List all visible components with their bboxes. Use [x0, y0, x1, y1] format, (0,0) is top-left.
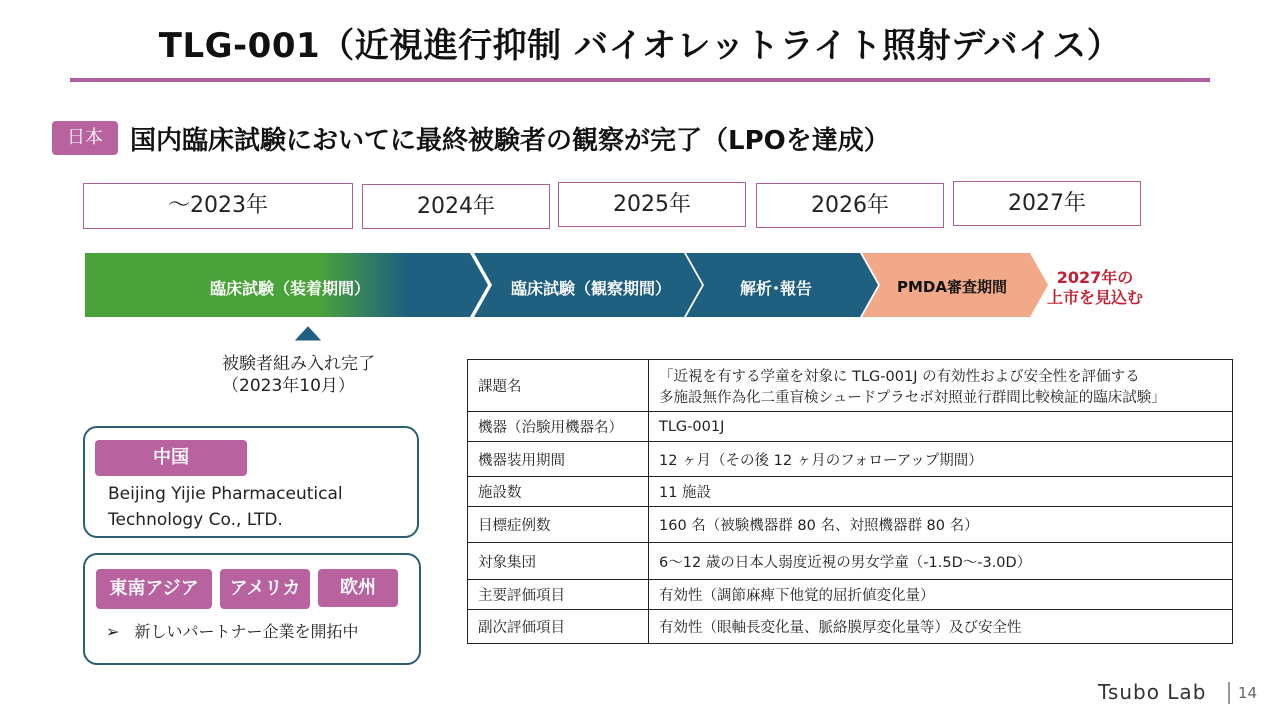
spec-value	[649, 360, 1233, 412]
spec-key: 対象集団	[468, 543, 649, 580]
page-title: TLG-001（近視進行抑制 バイオレットライト照射デバイス）	[158, 26, 1122, 66]
spec-value: 11 施設	[649, 477, 1233, 507]
partner-search-text: 新しいパートナー企業を開拓中	[134, 622, 359, 641]
spec-key: 目標症例数	[468, 507, 649, 543]
china-company-line1: Beijing Yijie Pharmaceutical	[108, 484, 343, 504]
phase-pmda-label: PMDA審査期間	[897, 278, 1007, 296]
spec-value: 160 名（被験機器群 80 名、対照機器群 80 名）	[649, 507, 1233, 543]
year-box-2025: 2025年	[558, 182, 746, 227]
spec-value-line: 「近視を有する学童を対象に TLG-001J の有効性および安全性を評価する	[659, 368, 1140, 385]
spec-value: 12 ヶ月（その後 12 ヶ月のフォローアップ期間）	[649, 442, 1233, 477]
tsubo-lab-logo: Tsubo Lab	[1098, 680, 1207, 704]
region-tag-america: アメリカ	[220, 569, 310, 609]
enrollment-note	[222, 353, 375, 397]
footer-divider	[1228, 682, 1230, 704]
china-tag: 中国	[95, 440, 247, 476]
spec-key: 課題名	[468, 360, 649, 412]
japan-headline: 国内臨床試験においてに最終被験者の観察が完了（LPOを達成）	[130, 126, 890, 156]
table-row	[468, 412, 1233, 442]
phase-analysis-label: 解析･報告	[739, 279, 812, 298]
spec-value: 有効性（眼軸長変化量、脈絡膜厚変化量等）及び安全性	[649, 610, 1233, 644]
china-partner	[108, 481, 343, 533]
spec-key: 機器装用期間	[468, 442, 649, 477]
spec-value: 有効性（調節麻痺下他覚的屈折値変化量）	[649, 580, 1233, 610]
table-row	[468, 477, 1233, 507]
year-box-2023: ～2023年	[83, 183, 353, 229]
spec-value-line: 多施設無作為化二重盲検シュードプラセボ対照並行群間比較検証的臨床試験」	[659, 389, 1166, 406]
enrollment-marker-icon	[296, 327, 320, 340]
table-row	[468, 442, 1233, 477]
trial-spec-table	[467, 359, 1233, 644]
table-row	[468, 543, 1233, 580]
bullet-arrow-icon: ➢	[106, 622, 120, 641]
table-row	[468, 507, 1233, 543]
spec-value: 6～12 歳の日本人弱度近視の男女学童（-1.5D～-3.0D）	[649, 543, 1233, 580]
year-box-2024: 2024年	[362, 184, 550, 229]
region-tag-southeast-asia: 東南アジア	[96, 569, 212, 609]
japan-tag: 日本	[52, 121, 118, 155]
enrollment-line1: 被験者組み入れ完了	[222, 354, 375, 374]
partner-search-note	[106, 621, 359, 643]
spec-key: 副次評価項目	[468, 610, 649, 644]
enrollment-line2: （2023年10月）	[222, 376, 355, 396]
page-number: 14	[1238, 684, 1258, 702]
spec-value: TLG-001J	[649, 412, 1233, 442]
phase-wearing-label: 臨床試験（装着期間）	[209, 279, 370, 298]
year-box-2026: 2026年	[756, 183, 944, 228]
table-row	[468, 610, 1233, 644]
table-row	[468, 360, 1233, 412]
phase-observation-label: 臨床試験（観察期間）	[510, 279, 671, 298]
launch-note	[1030, 268, 1160, 308]
spec-key: 機器（治験用機器名）	[468, 412, 649, 442]
spec-key: 主要評価項目	[468, 580, 649, 610]
launch-line1: 2027年の	[1056, 268, 1134, 287]
year-box-2027: 2027年	[953, 181, 1141, 226]
china-company-line2: Technology Co., LTD.	[108, 510, 283, 530]
table-row	[468, 580, 1233, 610]
launch-line2: 上市を見込む	[1046, 288, 1143, 307]
spec-key: 施設数	[468, 477, 649, 507]
region-tag-europe: 欧州	[318, 569, 398, 607]
